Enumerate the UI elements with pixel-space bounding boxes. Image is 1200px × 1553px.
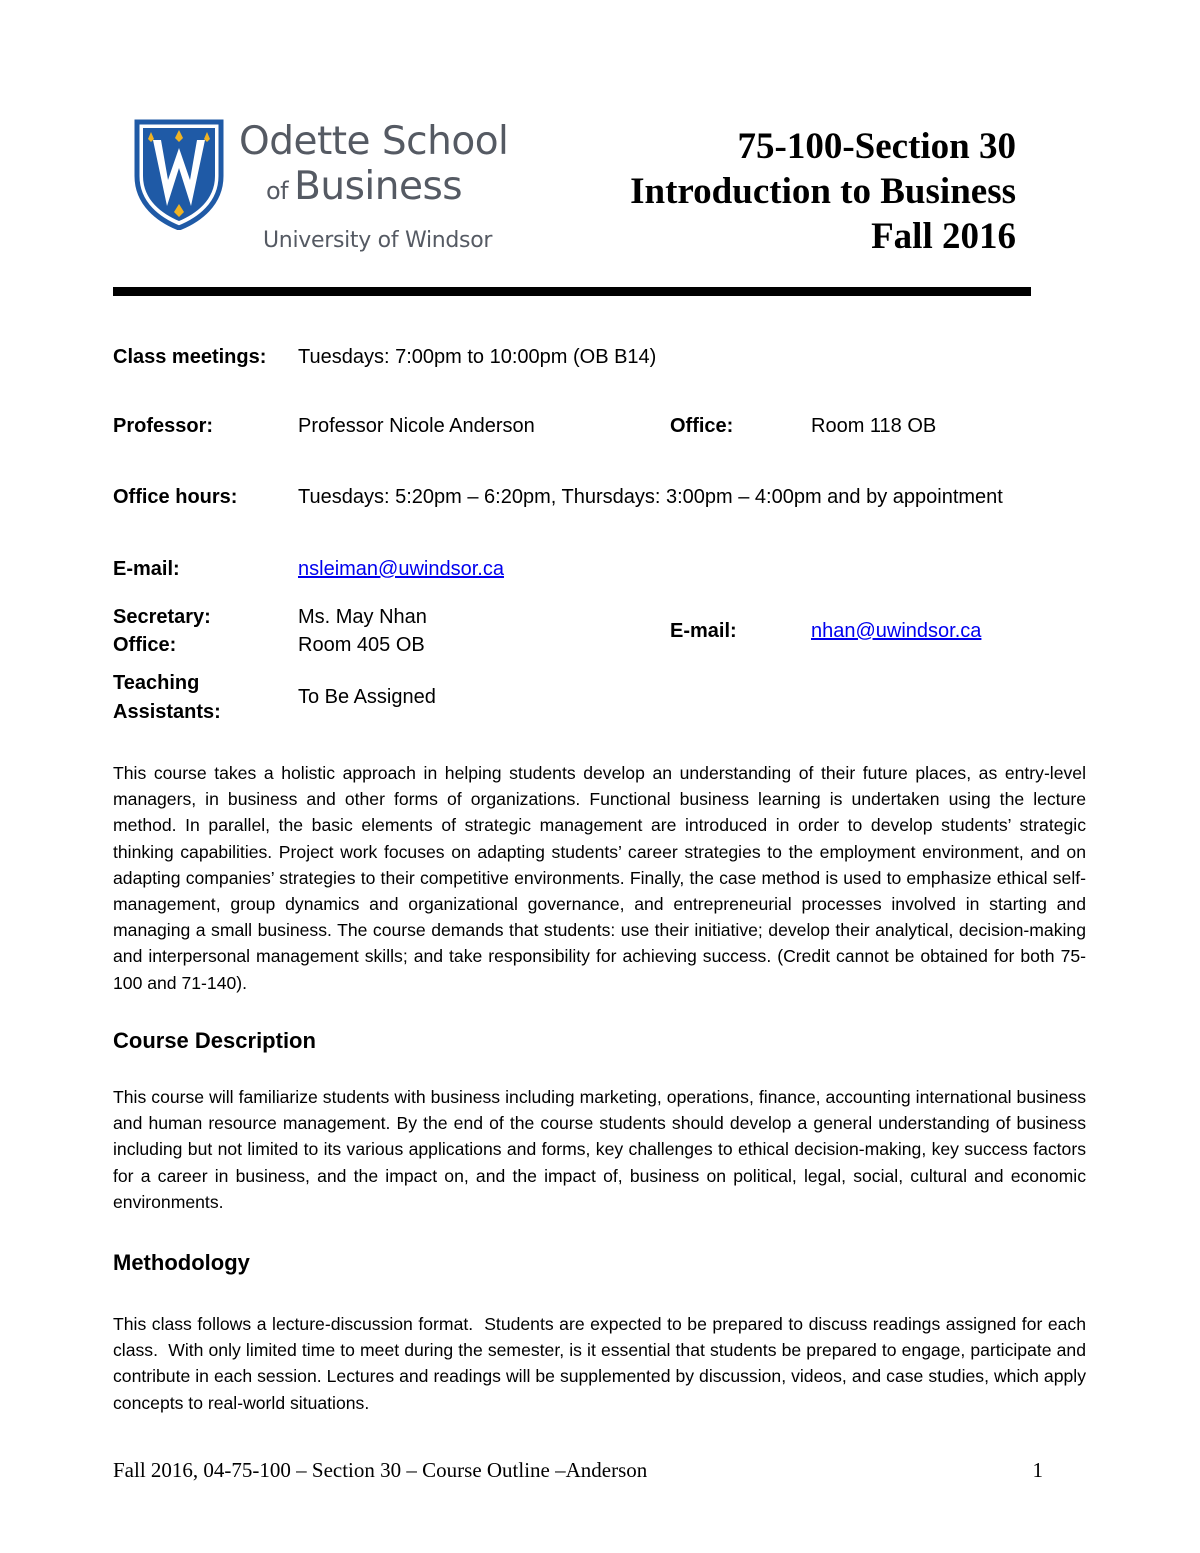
secretary-email-label: E-mail: [670,620,737,642]
secretary-email-link[interactable]: nhan@uwindsor.ca [811,620,982,642]
ta-label-1: Teaching [113,672,200,694]
course-description-heading: Course Description [113,1028,316,1053]
professor-value: Professor Nicole Anderson [298,415,535,437]
office-hours-value: Tuesdays: 5:20pm – 6:20pm, Thursdays: 3:00pm – 4:00pm and by appointment [298,486,1003,508]
secretary-email-cell [811,617,981,645]
course-title-line3: Fall 2016 [871,216,1016,257]
class-meetings-value: Tuesdays: 7:00pm to 10:00pm (OB B14) [298,346,657,368]
ta-label-2: Assistants: [113,701,221,723]
footer-text: Fall 2016, 04-75-100 – Section 30 – Course Outline –Anderson [113,1458,648,1482]
email-link[interactable]: nsleiman@uwindsor.ca [298,558,504,580]
page-number: 1 [1032,1458,1043,1482]
course-title-line1: 75-100-Section 30 [737,126,1016,167]
course-description-paragraph: This course will familiarize students with business including marketing, operations, finance, accounting international business and human resource management. By the end of the course students should develop a general understanding of business including but not limited to its various applications and forms, key challenges to ethical decision-making, key success factors for a career in business, and the impact on, and the impact of, business on political, legal, social, cultural and economic environments. [113,1087,1086,1212]
office-hours-label: Office hours: [113,486,238,508]
secretary-office-value: Room 405 OB [298,634,425,656]
methodology-paragraph: This class follows a lecture-discussion format. Students are expected to be prepared to discuss readings assigned for each class. With only limited time to meet during the semester, is it essential that students be prepared to engage, participate and contribute in each session. Lectures and readings will be supplemented by discussion, videos, and case studies, which apply concepts to real-world situations. [113,1314,1091,1413]
shield-icon [133,118,225,230]
intro-paragraph: This course takes a holistic approach in helping students develop an understanding of their future places, as entry-level managers, in business and other forms of organizations. Functional business learning is undertaken using the lecture method. In parallel, the basic elements of strategic management are introduced in order to develop students’ strategic thinking capabilities. Project work focuses on adapting students’ career strategies to the employment environment, and on adapting companies’ strategies to their competitive environments. Finally, the case method is used to emphasize ethical self-management, group dynamics and organizational governance, and entrepreneurial processes involved in starting and managing a small business. The course demands that students: use their initiative; develop their analytical, decision-making and interpersonal management skills; and take responsibility for achieving success. (Credit cannot be obtained for both 75-100 and 71-140). [113,763,1086,993]
logo-line2 [266,163,462,215]
logo-line1: Odette School [239,119,509,164]
professor-label: Professor: [113,415,214,437]
class-meetings-label: Class meetings: [113,346,267,368]
methodology-heading: Methodology [113,1250,250,1275]
course-title-line2: Introduction to Business [630,171,1016,212]
odette-logo [133,118,513,258]
logo-business: Business [294,164,463,209]
logo-of: of [266,177,289,205]
secretary-value: Ms. May Nhan [298,606,427,628]
course-title [630,124,1016,259]
email-cell [298,555,504,583]
ta-value: To Be Assigned [298,686,436,708]
secretary-office-label: Office: [113,634,177,656]
office-label: Office: [670,415,734,437]
office-value: Room 118 OB [811,415,937,437]
secretary-label: Secretary: [113,606,211,628]
header-divider [113,287,1031,296]
logo-university: University of Windsor [263,228,493,253]
email-label: E-mail: [113,558,180,580]
